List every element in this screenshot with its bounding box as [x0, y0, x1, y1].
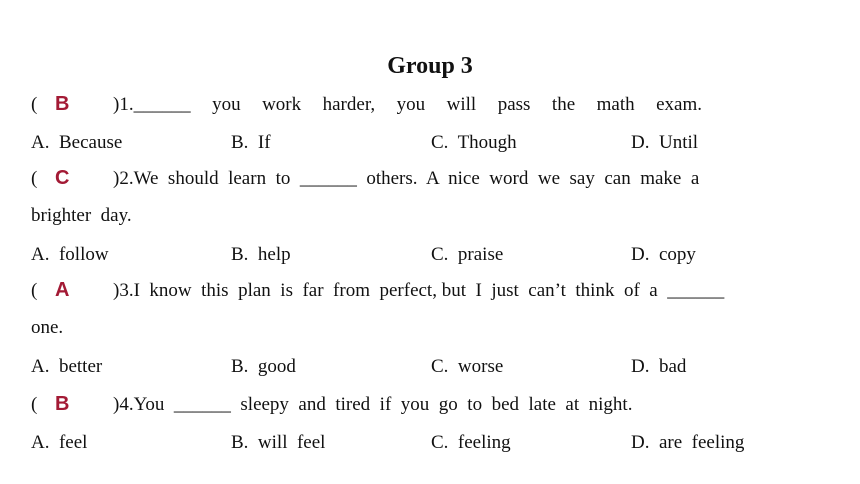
question-2-option-b[interactable]: B. help	[231, 244, 291, 265]
question-3-text: )3.I know this plan is far from perfect, but I just can’t think of a ______	[113, 280, 725, 301]
question-3-text-continued: one.	[31, 317, 64, 338]
question-1-answer: B	[55, 93, 70, 115]
question-3-answer: A	[55, 279, 70, 301]
page-title: Group 3	[387, 53, 473, 79]
question-4-answer: B	[55, 393, 70, 415]
question-1-option-a[interactable]: A. Because	[31, 132, 123, 153]
question-3-options	[31, 354, 802, 380]
question-4-option-d[interactable]: D. are feeling	[631, 432, 745, 453]
question-2-open-paren: (	[31, 168, 38, 189]
question-4-text: )4.You ______ sleepy and tired if you go to bed late at night.	[113, 394, 633, 415]
question-1-option-c[interactable]: C. Though	[431, 132, 517, 153]
question-1-stem	[31, 91, 802, 117]
question-1-open-paren: (	[31, 94, 38, 115]
question-1-option-d[interactable]: D. Until	[631, 132, 699, 153]
question-3-stem	[31, 277, 802, 303]
question-4-option-b[interactable]: B. will feel	[231, 432, 326, 453]
question-4-option-a[interactable]: A. feel	[31, 432, 88, 453]
question-3-option-c[interactable]: C. worse	[431, 356, 504, 377]
question-2-options	[31, 242, 802, 268]
question-1-option-b[interactable]: B. If	[231, 132, 271, 153]
question-4-option-c[interactable]: C. feeling	[431, 432, 511, 453]
question-3-continuation-line	[31, 315, 802, 341]
question-2-continuation-line	[31, 203, 802, 229]
question-2-option-c[interactable]: C. praise	[431, 244, 504, 265]
question-3-open-paren: (	[31, 280, 38, 301]
question-2-text: )2.We should learn to ______ others. A nice word we say can make a	[113, 168, 700, 189]
question-4-stem	[31, 391, 802, 417]
question-3-option-b[interactable]: B. good	[231, 356, 296, 377]
question-2-answer: C	[55, 167, 70, 189]
question-2-option-d[interactable]: D. copy	[631, 244, 696, 265]
question-1-options	[31, 130, 802, 156]
question-2-text-continued: brighter day.	[31, 205, 132, 226]
question-2-stem	[31, 165, 802, 191]
question-3-option-d[interactable]: D. bad	[631, 356, 687, 377]
question-4-options	[31, 430, 802, 456]
question-3-option-a[interactable]: A. better	[31, 356, 103, 377]
question-1-text: )1.______ you work harder, you will pass the math exam.	[113, 94, 703, 115]
question-4-open-paren: (	[31, 394, 38, 415]
question-2-option-a[interactable]: A. follow	[31, 244, 109, 265]
